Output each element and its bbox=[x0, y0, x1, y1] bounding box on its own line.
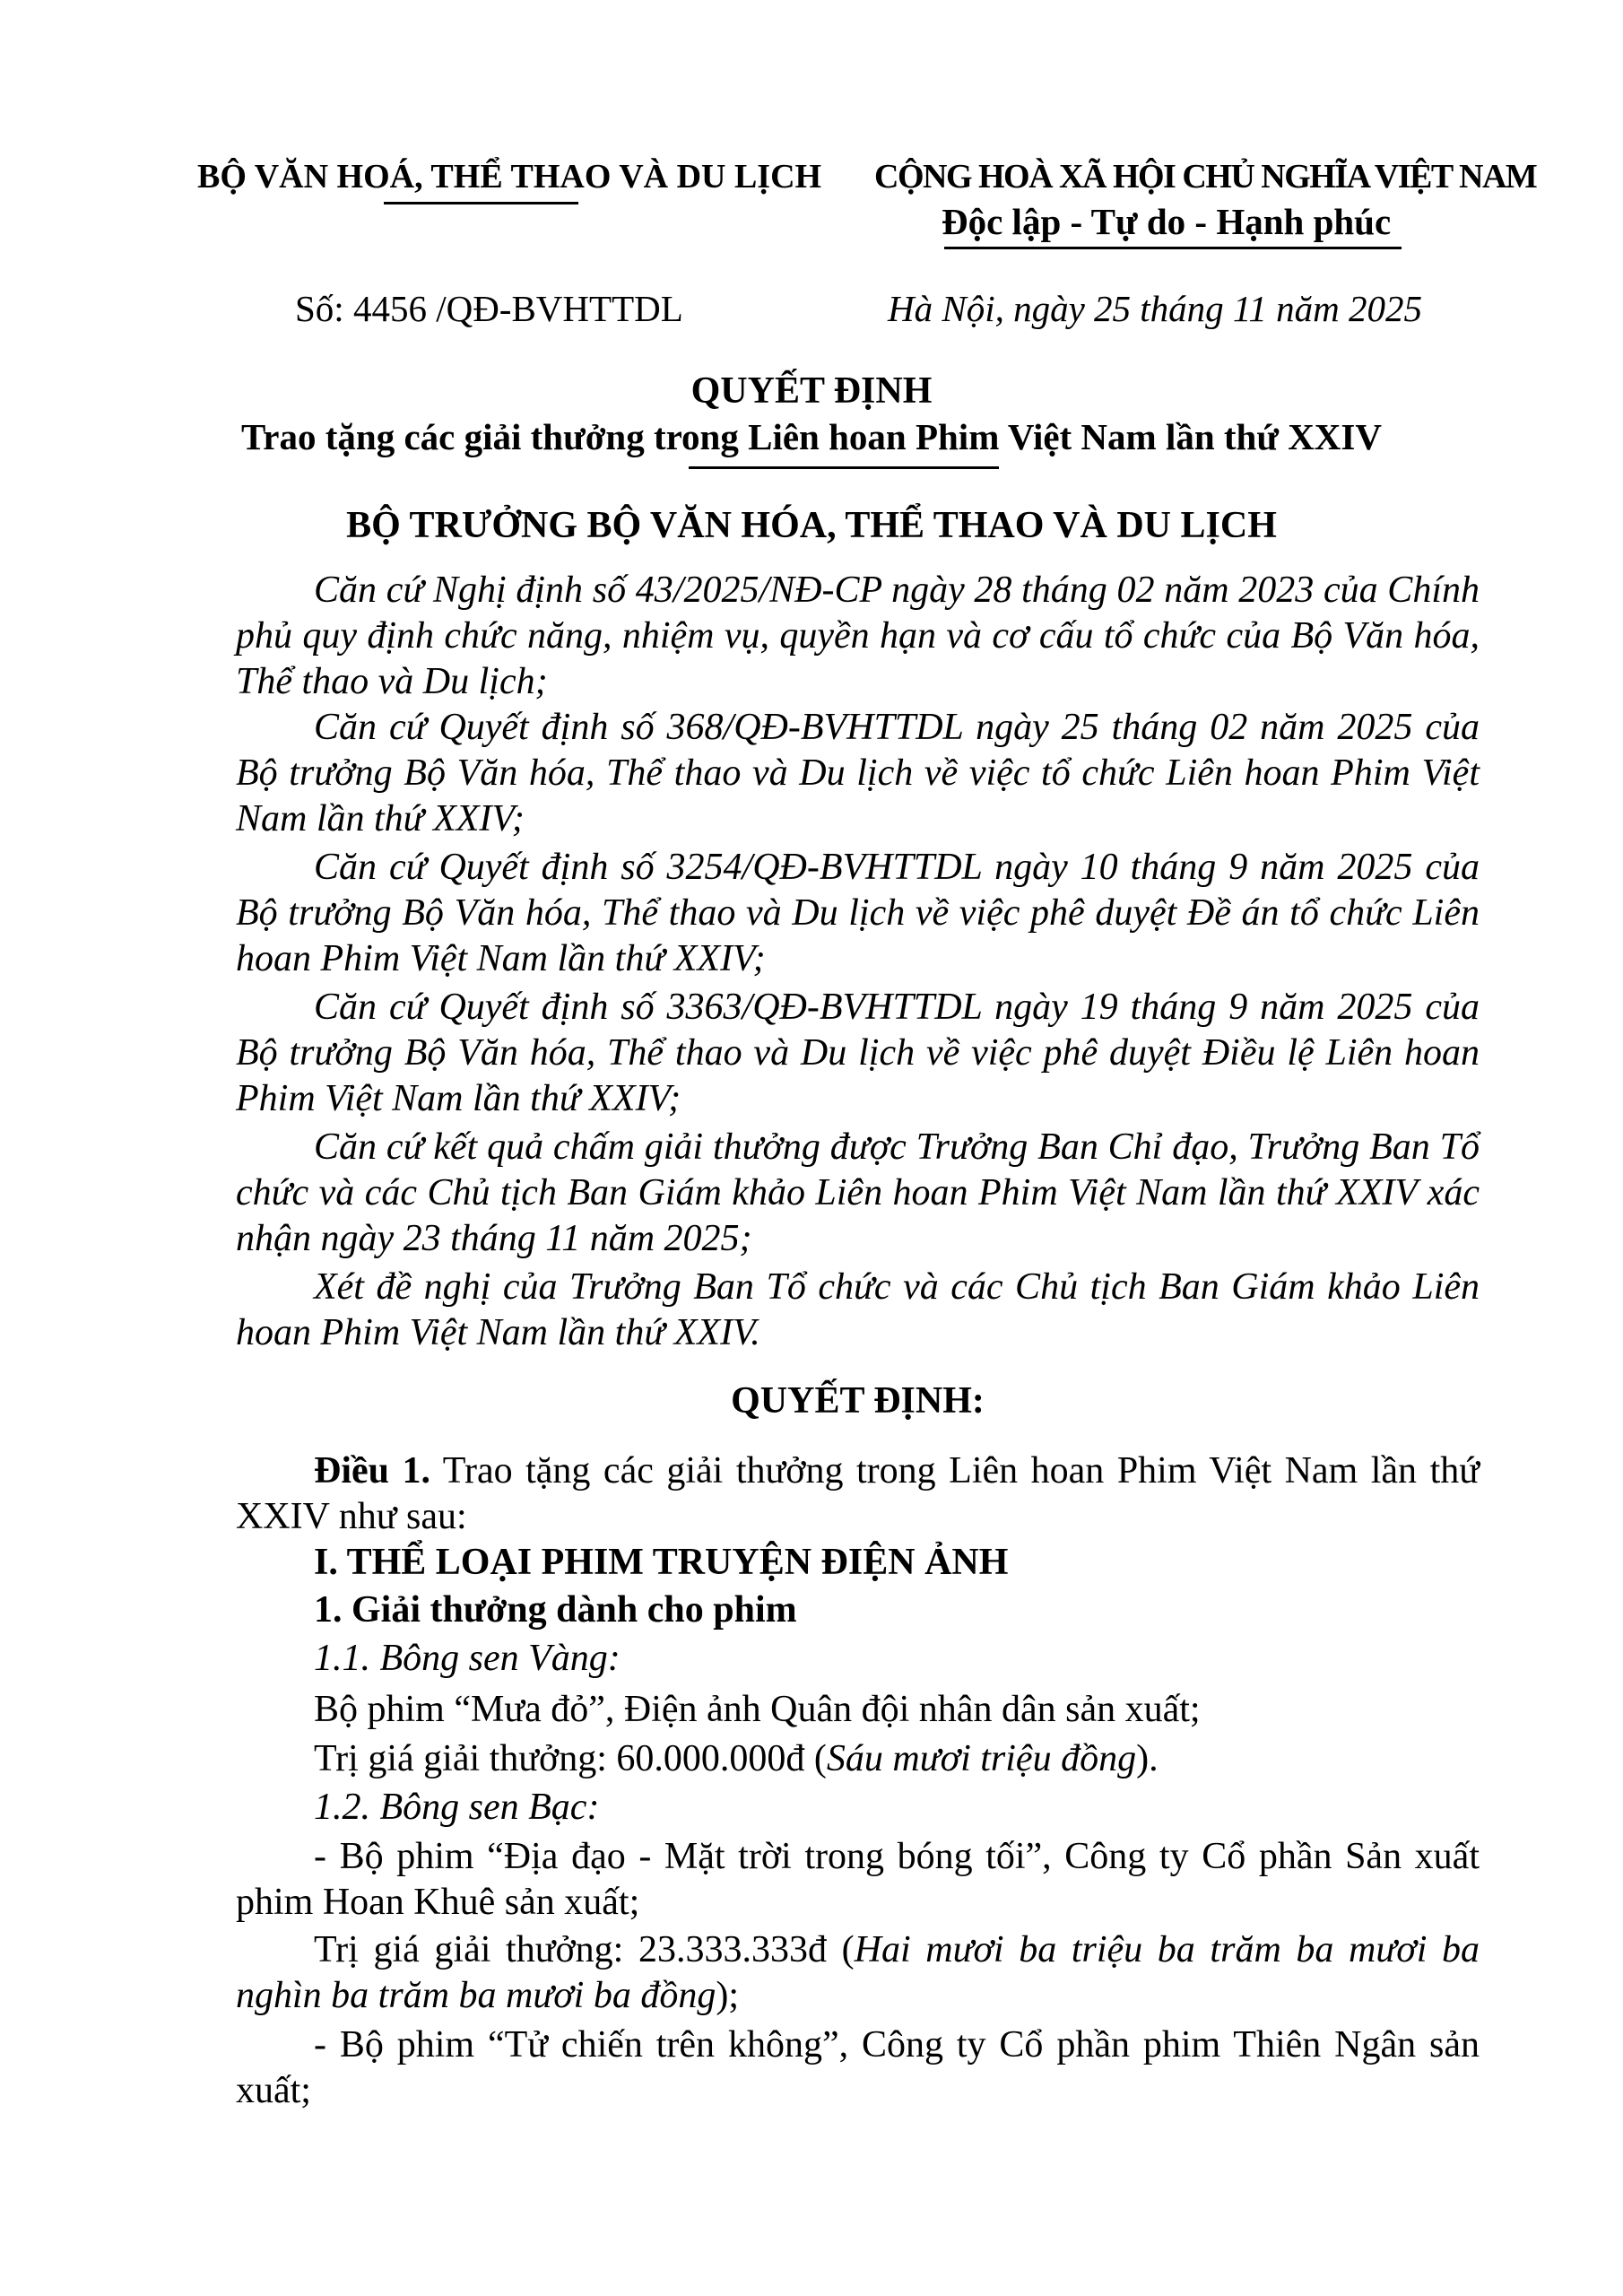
document-title: QUYẾT ĐỊNH bbox=[690, 370, 933, 412]
preamble-paragraph: Căn cứ kết quả chấm giải thưởng được Trưởng Ban Chỉ đạo, Trưởng Ban Tổ chức và các Chủ tịch Ban Giám khảo Liên hoan Phim Việt Nam lần thứ XXIV xác nhận ngày 23 tháng 11 năm 2025; bbox=[236, 1126, 1480, 1259]
document-number: Số: 4456 /QĐ-BVHTTDL bbox=[295, 288, 683, 329]
preamble-paragraph: Căn cứ Nghị định số 43/2025/NĐ-CP ngày 28 tháng 02 năm 2023 của Chính phủ quy định chức năng, nhiệm vụ, quyền hạn và cơ cấu tổ chức của Bộ Văn hóa, Thể thao và Du lịch; bbox=[236, 570, 1480, 702]
article-label: Điều 1. bbox=[314, 1450, 431, 1492]
issuing-authority: BỘ TRƯỞNG BỘ VĂN HÓA, THỂ THAO VÀ DU LỊCH bbox=[346, 505, 1277, 546]
article-1 bbox=[236, 1448, 1480, 1540]
preamble-paragraph: Xét đề nghị của Trưởng Ban Tổ chức và các Chủ tịch Ban Giám khảo Liên hoan Phim Việt Nam lần thứ XXIV. bbox=[236, 1266, 1480, 1353]
place-date: Hà Nội, ngày 25 tháng 11 năm 2025 bbox=[888, 288, 1423, 329]
title-underline bbox=[689, 466, 999, 469]
article-text: Trao tặng các giải thưởng trong Liên hoan Phim Việt Nam lần thứ XXIV như sau: bbox=[236, 1450, 1480, 1537]
prize-words: Sáu mươi triệu đồng bbox=[826, 1738, 1137, 1779]
award-gold-film: Bộ phim “Mưa đỏ”, Điện ảnh Quân đội nhân dân sản xuất; bbox=[314, 1689, 1201, 1730]
prize-amount: Trị giá giải thưởng: 23.333.333đ ( bbox=[314, 1929, 855, 1970]
section-heading: I. THỂ LOẠI PHIM TRUYỆN ĐIỆN ẢNH bbox=[314, 1542, 1009, 1583]
prize-words: Hai mươi ba triệu ba trăm ba mươi ba nghìn ba trăm ba mươi ba đồng bbox=[236, 1929, 1480, 2016]
prize-suffix: ); bbox=[716, 1975, 739, 2016]
national-motto: Độc lập - Tự do - Hạnh phúc bbox=[942, 201, 1392, 242]
subsection-heading: 1. Giải thưởng dành cho phim bbox=[314, 1589, 797, 1631]
award-silver-film: - Bộ phim “Địa đạo - Mặt trời trong bóng tối”, Công ty Cổ phần Sản xuất phim Hoan Khuê sản xuất; bbox=[236, 1836, 1480, 1923]
prize-suffix: ). bbox=[1136, 1738, 1159, 1779]
preamble-paragraph: Căn cứ Quyết định số 3254/QĐ-BVHTTDL ngày 10 tháng 9 năm 2025 của Bộ trưởng Bộ Văn hóa, Thể thao và Du lịch về việc phê duyệt Đề án tổ chức Liên hoan Phim Việt Nam lần thứ XXIV; bbox=[236, 847, 1480, 979]
document-subtitle: Trao tặng các giải thưởng trong Liên hoan Phim Việt Nam lần thứ XXIV bbox=[241, 416, 1382, 457]
document-body bbox=[236, 568, 1480, 2114]
award-silver-label: 1.2. Bông sen Bạc: bbox=[314, 1787, 600, 1828]
preamble-paragraph: Căn cứ Quyết định số 3363/QĐ-BVHTTDL ngày 19 tháng 9 năm 2025 của Bộ trưởng Bộ Văn hóa, Thể thao và Du lịch về việc phê duyệt Điều lệ Liên hoan Phim Việt Nam lần thứ XXIV; bbox=[236, 987, 1480, 1119]
ministry-name: BỘ VĂN HOÁ, THỂ THAO VÀ DU LỊCH bbox=[197, 158, 822, 196]
preamble-paragraph: Căn cứ Quyết định số 368/QĐ-BVHTTDL ngày 25 tháng 02 năm 2025 của Bộ trưởng Bộ Văn hóa, Thể thao và Du lịch về việc tổ chức Liên hoan Phim Việt Nam lần thứ XXIV; bbox=[236, 707, 1480, 839]
nation-name: CỘNG HOÀ XÃ HỘI CHỦ NGHĨA VIỆT NAM bbox=[874, 158, 1537, 196]
award-silver-film: - Bộ phim “Tử chiến trên không”, Công ty Cổ phần phim Thiên Ngân sản xuất; bbox=[236, 2024, 1480, 2111]
prize-amount: Trị giá giải thưởng: 60.000.000đ ( bbox=[314, 1738, 827, 1779]
motto-underline bbox=[944, 247, 1402, 249]
ministry-underline bbox=[384, 202, 578, 204]
award-silver-prize bbox=[236, 1927, 1480, 2019]
award-gold-label: 1.1. Bông sen Vàng: bbox=[314, 1638, 621, 1679]
decision-heading: QUYẾT ĐỊNH: bbox=[731, 1380, 985, 1422]
award-gold-prize bbox=[236, 1736, 1480, 1782]
